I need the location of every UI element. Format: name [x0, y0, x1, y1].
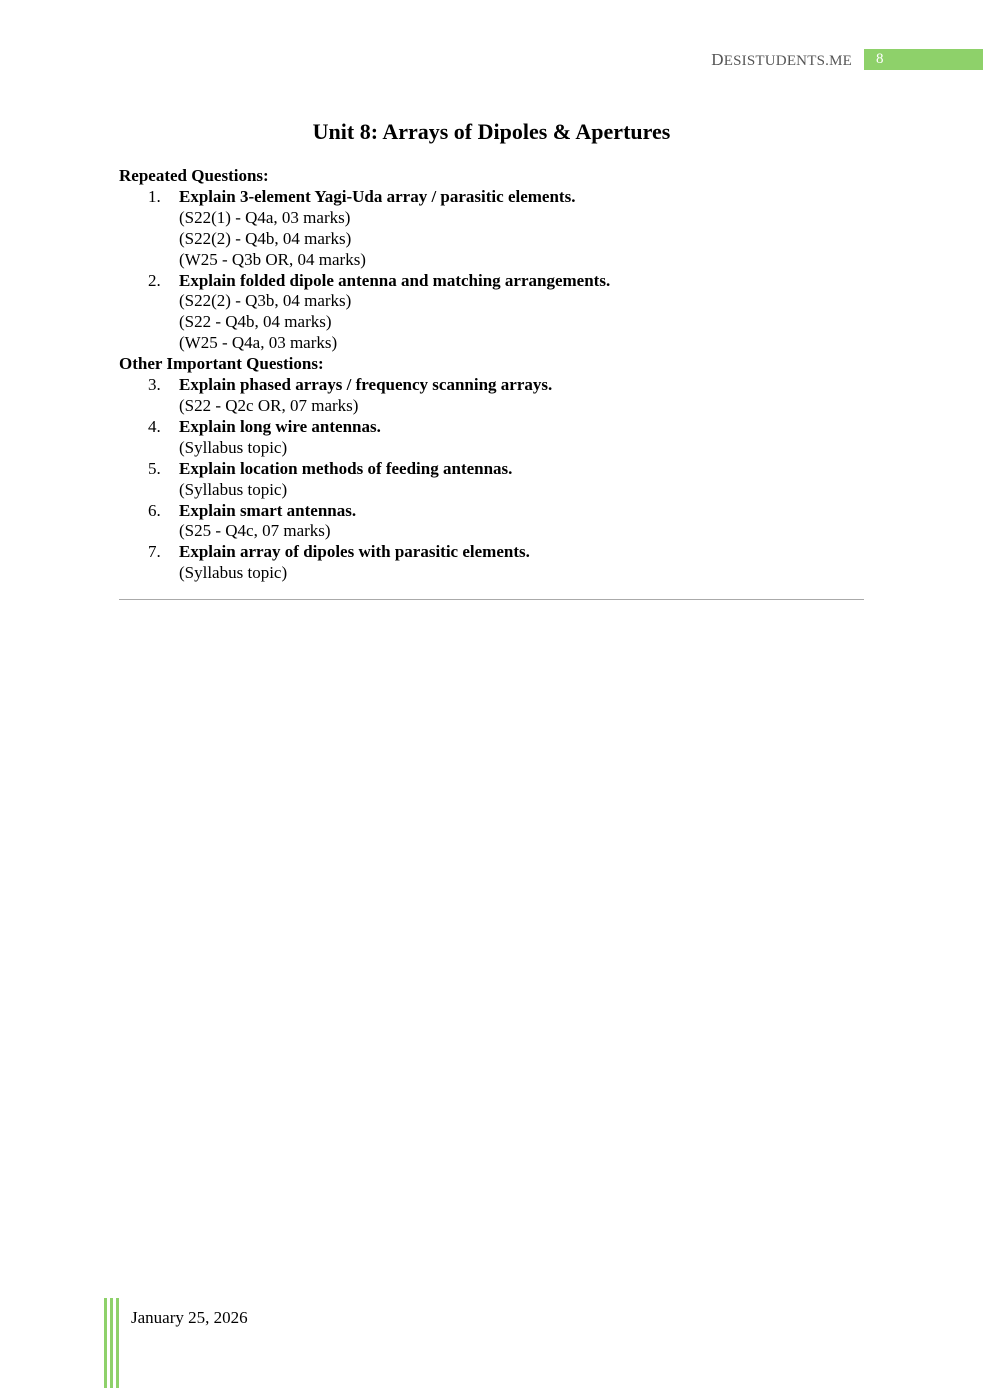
question-reference: (W25 - Q4a, 03 marks) [179, 333, 338, 353]
item-number: 7. [148, 542, 161, 562]
page-number: 8 [864, 49, 983, 70]
question-title: Explain folded dipole antenna and matching arrangements. [179, 270, 611, 290]
question-title: Explain array of dipoles with parasitic elements. [179, 542, 530, 562]
item-number: 6. [148, 500, 161, 520]
accent-bar [116, 1298, 119, 1388]
question-reference: (S22(1) - Q4a, 03 marks) [179, 207, 351, 227]
question-list [119, 166, 864, 584]
footer-date: January 25, 2026 [131, 1308, 248, 1327]
accent-bar [104, 1298, 107, 1388]
question-title: Explain long wire antennas. [179, 416, 381, 436]
item-number: 5. [148, 458, 161, 478]
list-item [119, 271, 864, 355]
item-number: 2. [148, 270, 161, 290]
list-item [119, 375, 864, 417]
question-reference: (Syllabus topic) [179, 479, 288, 499]
horizontal-rule [119, 599, 864, 600]
list-item [119, 501, 864, 543]
item-number: 1. [148, 186, 161, 206]
question-reference: (Syllabus topic) [179, 437, 288, 457]
section-heading: Repeated Questions: [119, 166, 269, 185]
question-reference: (Syllabus topic) [179, 563, 288, 583]
question-reference: (W25 - Q3b OR, 04 marks) [179, 249, 366, 269]
list-item [119, 542, 864, 584]
question-title: Explain location methods of feeding antennas. [179, 458, 513, 478]
question-title: Explain phased arrays / frequency scanning arrays. [179, 375, 553, 395]
question-title: Explain smart antennas. [179, 500, 357, 520]
footer-accent-bars [104, 1298, 120, 1388]
list-item [119, 417, 864, 459]
accent-bar [110, 1298, 113, 1388]
page-title: Unit 8: Arrays of Dipoles & Apertures [312, 119, 671, 144]
section-other [119, 354, 864, 584]
list-item [119, 459, 864, 501]
question-title: Explain 3-element Yagi-Uda array / parasitic elements. [179, 186, 576, 206]
question-reference: (S22 - Q2c OR, 07 marks) [179, 395, 359, 415]
item-number: 4. [148, 416, 161, 436]
list-item [119, 187, 864, 271]
section-repeated [119, 166, 864, 354]
section-heading: Other Important Questions: [119, 354, 324, 374]
question-reference: (S22(2) - Q4b, 04 marks) [179, 228, 352, 248]
question-reference: (S22 - Q4b, 04 marks) [179, 312, 332, 332]
question-reference: (S22(2) - Q3b, 04 marks) [179, 291, 352, 311]
question-reference: (S25 - Q4c, 07 marks) [179, 521, 331, 541]
item-number: 3. [148, 375, 161, 395]
site-name: DESISTUDENTS.ME [711, 50, 852, 69]
